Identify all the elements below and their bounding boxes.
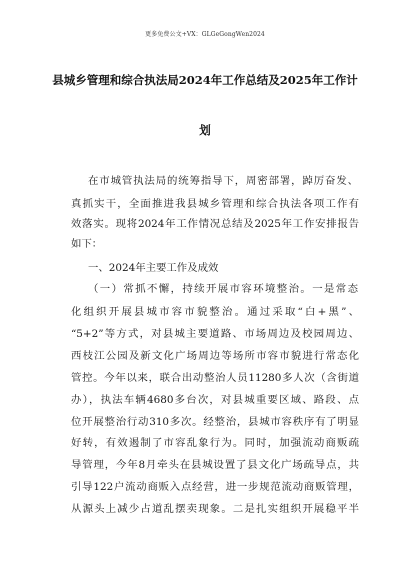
body-line: 导管理，今年8月牵头在县城设置了县文化广场疏导点，共: [71, 459, 359, 471]
body-line: 如下：: [71, 238, 103, 250]
section-heading: 一、2024年主要工作及成效: [88, 262, 219, 274]
body-line: 办），执法车辆4680多台次，对县城重要区域、路段、点: [71, 394, 359, 406]
body-line: 效落实。现将2024年工作情况总结及2025年工作安排报告: [71, 218, 359, 230]
document-title-line-1: 县城乡管理和综合执法局2024年工作总结及2025年工作计: [52, 73, 358, 87]
header-note: 更多免费公文+VX：GLGeGongWen2024: [145, 31, 265, 38]
body-line: （一）常抓不懈，持续开展市容环境整治。一是常态: [88, 283, 358, 295]
body-line: 管控。今年以来，联合出动整治人员11280多人次（含街道: [71, 372, 359, 384]
body-line: 真抓实干，全面推进我县城乡管理和综合执法各项工作有: [71, 198, 359, 210]
body-line: 西枝江公园及新文化广场周边等场所市容市貌进行常态化: [71, 350, 359, 362]
body-line: 好转，有效遏制了市容乱象行为。同时，加强流动商贩疏: [71, 437, 359, 449]
body-line: 从源头上减少占道乱摆卖现象。二是扎实组织开展稳平半: [71, 503, 359, 515]
body-line: 位开展整治行动310多次。经整治，县城市容秩序有了明显: [71, 416, 359, 428]
body-line: 引导122户流动商贩入点经营，进一步规范流动商贩管理，: [71, 481, 359, 493]
body-line: 在市城管执法局的统筹指导下，周密部署，踔厉奋发、: [88, 175, 358, 187]
body-line: 化组织开展县城市容市貌整治。通过采取“白+黑”、: [71, 306, 359, 318]
body-line: “5+2”等方式，对县城主要道路、市场周边及校园周边、: [71, 328, 359, 340]
document-title-line-2: 划: [199, 123, 211, 137]
